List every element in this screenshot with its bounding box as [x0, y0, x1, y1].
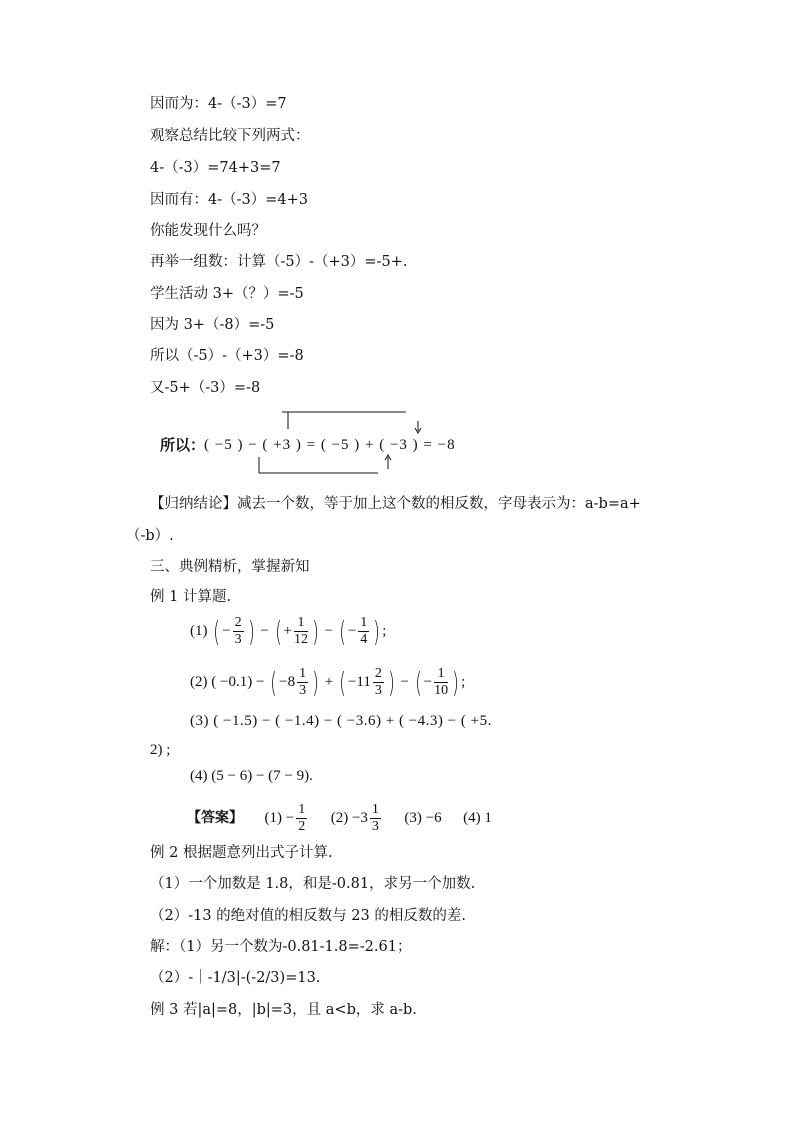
problem-1: (1) ( − $\frac{2}{3}$ ) − ( + $\frac{1}{12}$ ) − ( − $\frac{1}{4}$ ) ; [190, 615, 387, 648]
arrow-diagram [150, 405, 510, 480]
diagram-label: 所以： [160, 436, 206, 454]
line-5: 你能发现什么吗？ [150, 223, 266, 239]
conclusion-line-1: 【归纳结论】减去一个数，等于加上这个数的相反数，字母表示为：a-b=a+ [150, 496, 641, 512]
line-10: 又-5+（-3）=-8 [150, 380, 261, 396]
line-2: 观察总结比较下列两式： [150, 128, 310, 144]
problem-4: (4) (5 − 6) − (7 − 9). [190, 768, 313, 784]
line-1: 因而为：4-（-3）=7 [150, 96, 287, 112]
problem-2: (2) ( −0.1) − ( −8 $\frac{1}{3}$ ) + ( −11 $\frac{2}{3}$ ) − ( − $\frac{1}{10}$ ) ; [190, 666, 466, 699]
example-2-solution-2: （2）-｜-1/3|-(-2/3)=13. [150, 970, 321, 986]
fraction: $\frac{2}{3}$ [374, 666, 382, 698]
example-1-title: 例 1 计算题. [150, 589, 232, 605]
fraction: $\frac{1}{4}$ [360, 615, 368, 647]
line-9: 所以（-5）-（+3）=-8 [150, 348, 304, 364]
fraction: $\frac{1}{2}$ [298, 802, 306, 834]
line-8: 因为 3+（-8）=-5 [150, 317, 275, 333]
example-2-q1: （1）一个加数是 1.8，和是-0.81，求另一个加数. [150, 876, 476, 892]
diagram-expression: ( −5 ) − ( +3 ) = ( −5 ) + ( −3 ) = −8 [204, 437, 456, 453]
fraction: $\frac{1}{3}$ [371, 802, 379, 834]
line-7: 学生活动 3+（？）=-5 [150, 286, 304, 302]
answer-line: 【答案】 (1) − $\frac{1}{2}$ (2) −3 $\frac{1}{3}$ (3) −6 (4) 1 [187, 802, 492, 834]
example-2-solution-1: 解：（1）另一个数为-0.81-1.8=-2.61； [150, 939, 412, 955]
line-4: 因而有：4-（-3）=4+3 [150, 192, 308, 208]
problem-3: (3) ( −1.5) − ( −1.4) − ( −3.6) + ( −4.3) − ( +5. [190, 713, 492, 729]
conclusion-line-2: （-b）. [126, 528, 174, 544]
fraction: $\frac{1}{10}$ [434, 666, 449, 698]
line-6: 再举一组数：计算（-5）-（+3）=-5+. [150, 254, 408, 270]
line-3: 4-（-3）=74+3=7 [150, 160, 281, 176]
example-3-title: 例 3 若|a|=8，|b|=3，且 a<b，求 a-b. [150, 1002, 417, 1018]
problem-3-cont: 2) ; [150, 742, 171, 758]
fraction: $\frac{2}{3}$ [234, 615, 242, 647]
problem-1-index: (1) [190, 622, 208, 639]
fraction: $\frac{1}{3}$ [299, 666, 307, 698]
section-heading: 三、典例精析，掌握新知 [150, 559, 310, 575]
example-2-q2: （2）-13 的绝对值的相反数与 23 的相反数的差. [150, 908, 466, 924]
fraction: $\frac{1}{12}$ [293, 615, 308, 647]
example-2-title: 例 2 根据题意列出式子计算. [150, 845, 333, 861]
